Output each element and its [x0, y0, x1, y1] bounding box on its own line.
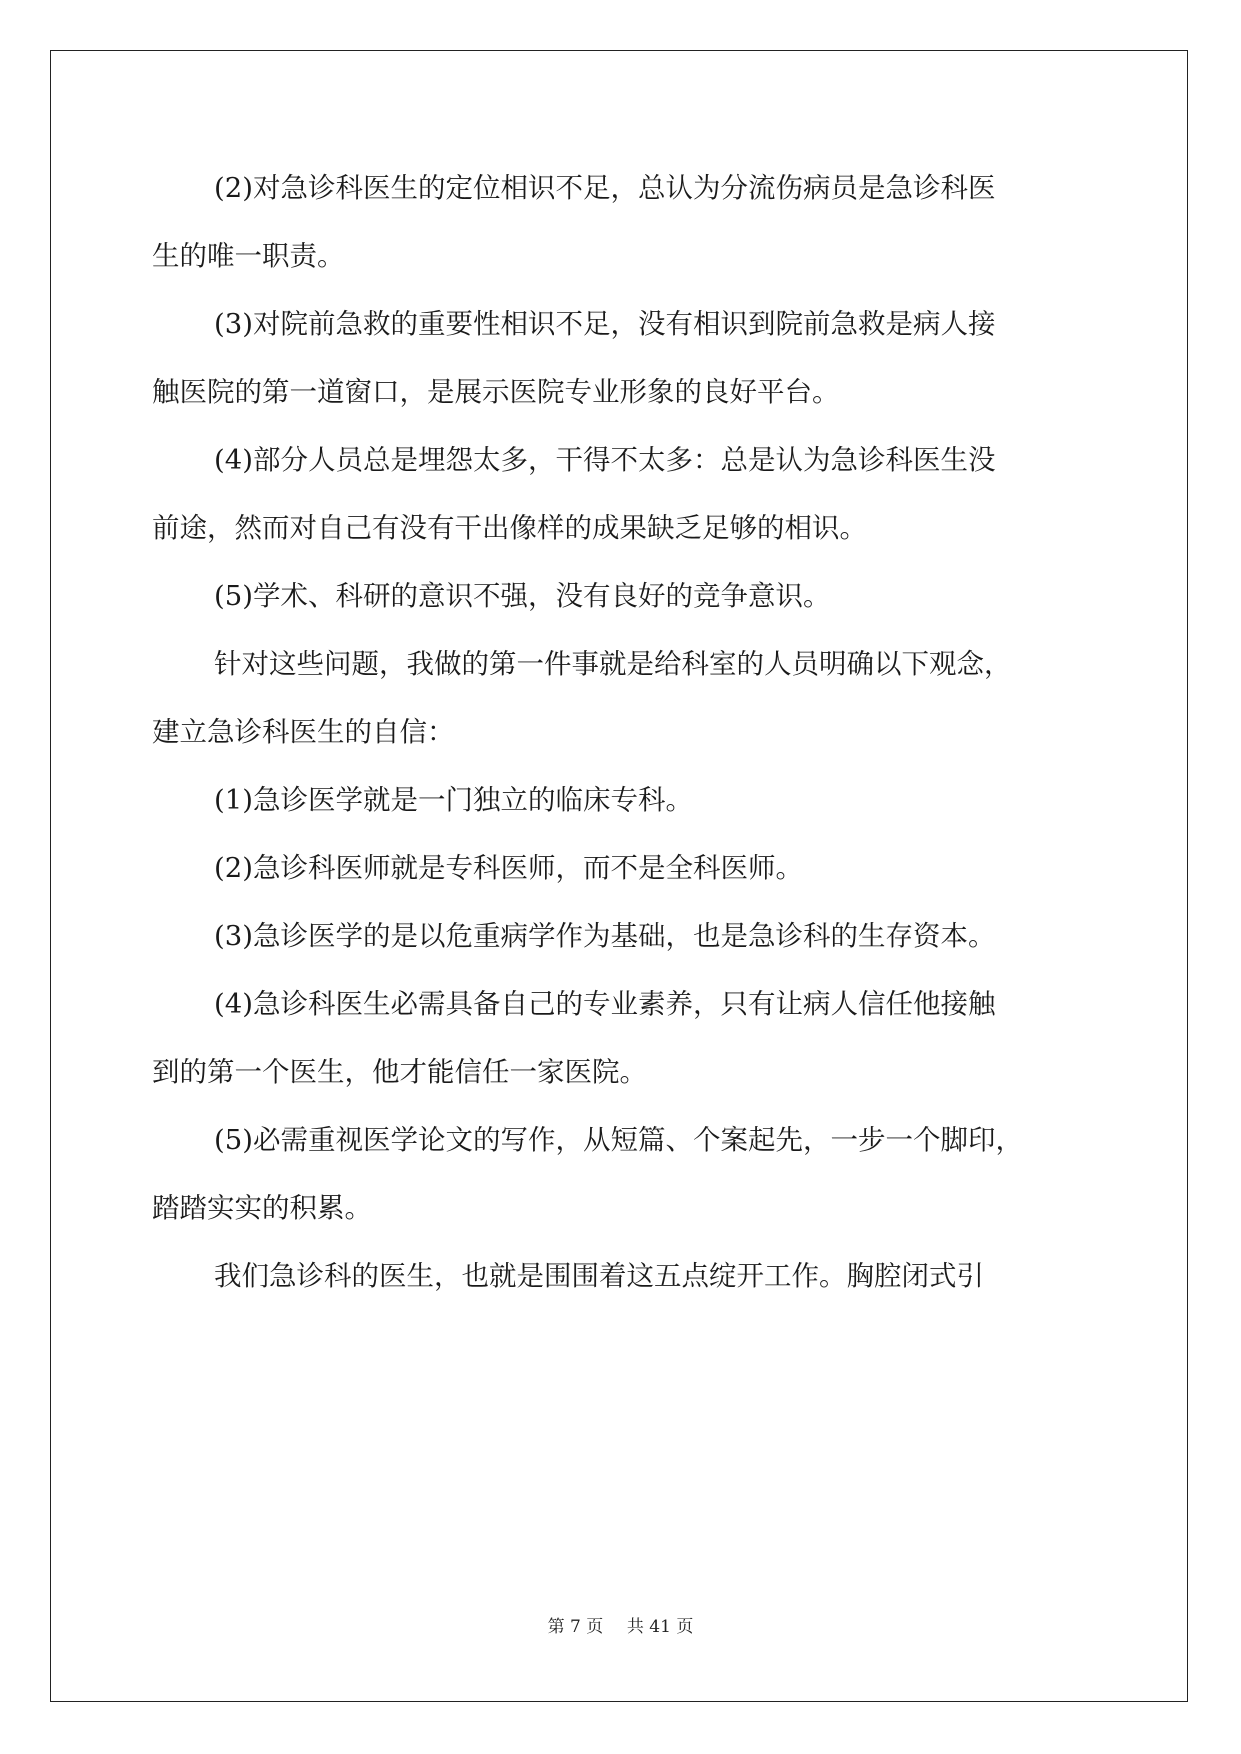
text-line: 前途，然而对自己有没有干出像样的成果缺乏足够的相识。 [152, 512, 867, 544]
text-line: (5)学术、科研的意识不强，没有良好的竞争意识。 [214, 580, 831, 612]
text-line: (4)急诊科医生必需具备自己的专业素养，只有让病人信任他接触 [214, 988, 996, 1020]
text-line: (2)对急诊科医生的定位相识不足，总认为分流伤病员是急诊科医 [214, 172, 996, 204]
text-line: (3)对院前急救的重要性相识不足，没有相识到院前急救是病人接 [214, 308, 996, 340]
text-line: (3)急诊医学的是以危重病学作为基础，也是急诊科的生存资本。 [214, 920, 996, 952]
text-line: 我们急诊科的医生，也就是围围着这五点绽开工作。胸腔闭式引 [214, 1260, 984, 1292]
text-line: 建立急诊科医生的自信： [152, 716, 455, 748]
page-number: 第 7 页 [547, 1617, 604, 1637]
text-line: 生的唯一职责。 [152, 240, 345, 272]
page-total: 共 41 页 [626, 1617, 694, 1637]
text-line: 触医院的第一道窗口，是展示医院专业形象的良好平台。 [152, 376, 840, 408]
text-line: 踏踏实实的积累。 [152, 1192, 372, 1224]
page-footer [0, 1612, 1241, 1637]
text-line: 针对这些问题，我做的第一件事就是给科室的人员明确以下观念， [214, 648, 1012, 680]
text-line: (5)必需重视医学论文的写作，从短篇、个案起先，一步一个脚印， [214, 1124, 1023, 1156]
text-line: (2)急诊科医师就是专科医师，而不是全科医师。 [214, 852, 803, 884]
text-line: (1)急诊医学就是一门独立的临床专科。 [214, 784, 693, 816]
text-line: 到的第一个医生，他才能信任一家医院。 [152, 1056, 647, 1088]
text-line: (4)部分人员总是埋怨太多，干得不太多：总是认为急诊科医生没 [214, 444, 996, 476]
